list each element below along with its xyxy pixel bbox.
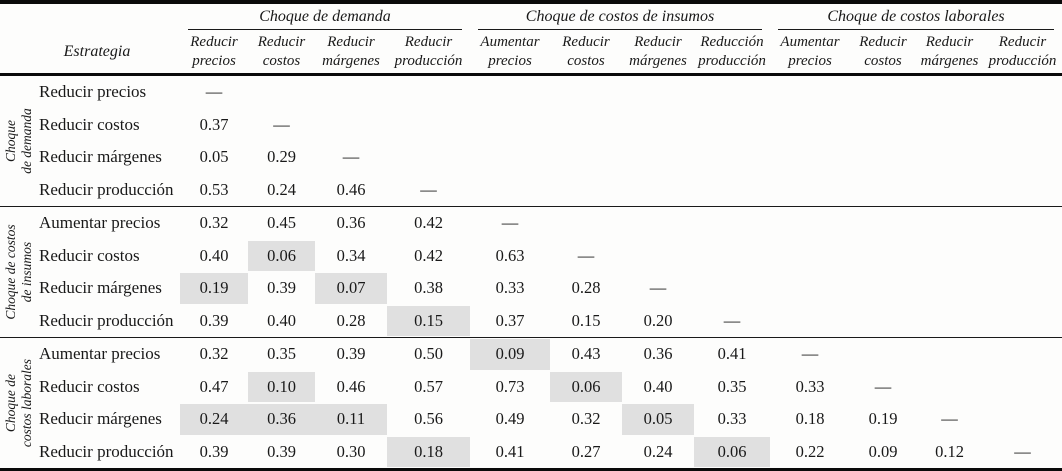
- value-cell: 0.40: [643, 376, 673, 396]
- value-cell: —: [273, 114, 290, 134]
- column-header-line: márgenes: [629, 52, 687, 69]
- row-group-label-line: Choque de costos: [2, 224, 18, 320]
- column-group-costos-insumos: [470, 4, 770, 30]
- value-cell: 0.32: [199, 213, 229, 233]
- column-header-line: Reducir: [257, 34, 306, 51]
- value-cell: 0.09: [470, 338, 550, 371]
- value-cell: 0.28: [571, 278, 601, 298]
- value-cell: —: [420, 179, 437, 199]
- column-header-line: Reducir: [327, 34, 375, 51]
- value-cell: 0.36: [248, 403, 315, 436]
- value-cell: 0.33: [495, 278, 525, 298]
- value-cell: 0.42: [414, 213, 443, 233]
- value-cell: 0.20: [643, 310, 673, 330]
- column-group-label: Choque de costos de insumos: [525, 8, 715, 25]
- value-cell: 0.56: [414, 409, 443, 429]
- value-cell: 0.39: [267, 441, 296, 461]
- value-cell: 0.47: [199, 376, 229, 396]
- row-label: Reducir márgenes: [39, 147, 162, 167]
- column-header: [180, 30, 248, 73]
- value-cell: 0.57: [414, 376, 443, 396]
- strategy-header: Estrategia: [63, 42, 131, 60]
- value-cell: 0.46: [336, 179, 366, 199]
- value-cell: —: [874, 376, 892, 396]
- value-cell: 0.40: [267, 310, 296, 330]
- row-label: Aumentar precios: [39, 344, 161, 364]
- column-header-line: Reducir: [859, 34, 907, 51]
- value-cell: 0.33: [795, 376, 825, 396]
- value-cell: 0.33: [717, 409, 747, 429]
- value-cell: 0.50: [414, 344, 443, 364]
- value-cell: —: [577, 245, 595, 265]
- corner-cell: [0, 4, 180, 30]
- column-header-line: producción: [988, 52, 1057, 69]
- column-header-line: Reducción: [700, 34, 764, 51]
- row-group: [0, 337, 1062, 468]
- row-group-label-line: costos laborales: [19, 358, 34, 448]
- value-cell: 0.06: [550, 371, 622, 404]
- column-header-line: precios: [192, 52, 236, 69]
- row-group-label-line: Choque de: [2, 373, 18, 433]
- row-group-label-line: Choque: [2, 120, 18, 163]
- value-cell: —: [342, 147, 360, 167]
- row-label: Reducir márgenes: [39, 278, 162, 298]
- value-cell: 0.28: [336, 310, 366, 330]
- row-group-label: [0, 207, 38, 337]
- value-cell: 0.30: [336, 441, 366, 461]
- value-cell: 0.12: [935, 441, 964, 461]
- column-group-label: Choque de demanda: [259, 8, 391, 25]
- value-cell: 0.35: [717, 376, 747, 396]
- value-cell: 0.39: [336, 344, 366, 364]
- value-cell: 0.06: [248, 240, 315, 273]
- value-cell: 0.32: [571, 409, 601, 429]
- row-group: [0, 76, 1062, 206]
- row-label: Reducir márgenes: [39, 409, 162, 429]
- column-header-line: Reducir: [634, 34, 682, 51]
- column-header-row: [0, 30, 1062, 76]
- value-cell: —: [205, 82, 223, 102]
- value-cell: 0.63: [495, 245, 525, 265]
- column-header: [916, 30, 983, 73]
- value-cell: 0.40: [199, 245, 229, 265]
- column-header-line: Reducir: [998, 34, 1047, 51]
- column-header-line: Reducir: [562, 34, 610, 51]
- value-cell: 0.18: [387, 436, 470, 469]
- value-cell: 0.46: [336, 376, 366, 396]
- value-cell: 0.49: [495, 409, 525, 429]
- value-cell: —: [801, 344, 819, 364]
- column-header: [387, 30, 470, 73]
- column-header-line: Reducir: [190, 34, 238, 51]
- column-header-line: márgenes: [322, 52, 380, 69]
- column-header: [983, 30, 1062, 73]
- value-cell: 0.41: [495, 441, 525, 461]
- column-header-line: costos: [864, 52, 902, 69]
- value-cell: 0.36: [643, 344, 673, 364]
- row-label: Reducir producción: [39, 310, 174, 330]
- value-cell: 0.10: [248, 371, 315, 404]
- row-label: Reducir costos: [39, 376, 140, 396]
- column-group-costos-laborales: [770, 4, 1062, 30]
- column-group-demanda: [180, 4, 470, 30]
- row-group-label-line: de demanda: [19, 108, 34, 174]
- value-cell: 0.19: [868, 409, 898, 429]
- value-cell: —: [1014, 441, 1031, 461]
- column-header: [470, 30, 550, 73]
- value-cell: 0.39: [267, 278, 296, 298]
- row-group-label: [0, 76, 38, 206]
- column-header-line: costos: [567, 52, 605, 69]
- row-label: Reducir costos: [39, 245, 140, 265]
- column-header: [850, 30, 916, 73]
- value-cell: 0.24: [643, 441, 673, 461]
- value-cell: 0.29: [267, 147, 296, 167]
- value-cell: 0.07: [315, 272, 387, 305]
- value-cell: 0.37: [199, 114, 229, 134]
- row-group-label-line: de insumos: [19, 241, 34, 303]
- value-cell: 0.09: [868, 441, 898, 461]
- value-cell: 0.45: [267, 213, 296, 233]
- value-cell: 0.05: [199, 147, 229, 167]
- row-label: Reducir producción: [39, 441, 174, 461]
- value-cell: 0.35: [267, 344, 296, 364]
- row-label: Reducir precios: [39, 82, 147, 102]
- value-cell: 0.19: [180, 272, 248, 305]
- value-cell: —: [649, 278, 667, 298]
- row-group-label-text: [3, 359, 35, 447]
- value-cell: 0.39: [199, 441, 229, 461]
- value-cell: 0.36: [336, 213, 366, 233]
- value-cell: 0.41: [717, 344, 747, 364]
- value-cell: 0.18: [795, 409, 825, 429]
- column-header-line: Aumentar: [480, 34, 540, 51]
- row-group-label-text: [3, 224, 35, 319]
- value-cell: 0.42: [414, 245, 443, 265]
- column-group-header-row: [0, 4, 1062, 30]
- row-label: Reducir producción: [39, 179, 174, 199]
- row-group-label-text: [3, 108, 35, 174]
- column-header-line: Aumentar: [780, 34, 840, 51]
- row-label: Reducir costos: [39, 114, 140, 134]
- column-header: [315, 30, 387, 73]
- value-cell: 0.06: [694, 436, 770, 469]
- value-cell: 0.43: [571, 344, 601, 364]
- value-cell: 0.15: [571, 310, 601, 330]
- column-header: [770, 30, 850, 73]
- value-cell: 0.37: [495, 310, 525, 330]
- value-cell: 0.05: [622, 403, 694, 436]
- column-header-line: precios: [488, 52, 532, 69]
- row-group: [0, 206, 1062, 337]
- row-label: Aumentar precios: [39, 213, 161, 233]
- column-header: [622, 30, 694, 73]
- column-header: [694, 30, 770, 73]
- column-header: [550, 30, 622, 73]
- value-cell: 0.15: [387, 305, 470, 338]
- column-header-line: costos: [262, 52, 301, 69]
- column-header-line: producción: [394, 52, 463, 69]
- value-cell: —: [723, 310, 741, 330]
- column-header-line: Reducir: [925, 34, 974, 51]
- value-cell: 0.24: [180, 403, 248, 436]
- value-cell: 0.39: [199, 310, 229, 330]
- column-header-line: producción: [698, 52, 766, 69]
- value-cell: 0.38: [414, 278, 443, 298]
- table-body: [0, 76, 1062, 468]
- value-cell: 0.24: [267, 179, 296, 199]
- column-header-line: precios: [788, 52, 832, 69]
- value-cell: 0.11: [315, 403, 387, 436]
- column-header-line: Reducir: [404, 34, 453, 51]
- value-cell: —: [941, 409, 958, 429]
- value-cell: 0.34: [336, 245, 366, 265]
- column-header: [248, 30, 315, 73]
- value-cell: 0.73: [495, 376, 525, 396]
- value-cell: 0.32: [199, 344, 229, 364]
- row-group-label: [0, 338, 38, 468]
- value-cell: 0.22: [795, 441, 825, 461]
- value-cell: —: [501, 213, 519, 233]
- column-header-line: márgenes: [920, 52, 979, 69]
- value-cell: 0.27: [571, 441, 601, 461]
- value-cell: 0.53: [199, 179, 229, 199]
- column-group-label: Choque de costos laborales: [827, 8, 1005, 25]
